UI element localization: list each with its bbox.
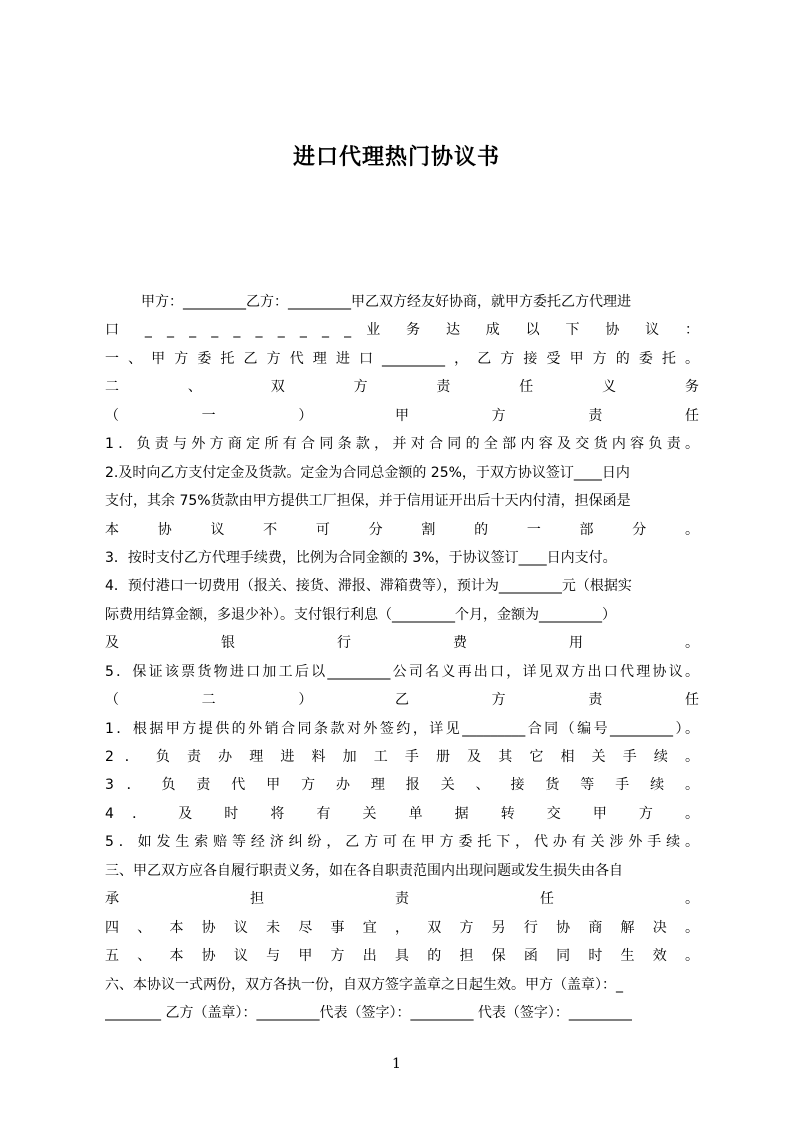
text-line: 及 银 行 费 用 。: [105, 635, 699, 652]
text-line: 甲方：_________乙方：_________甲乙双方经友好协商，就甲方委托乙方代理进: [141, 294, 631, 310]
text-line: 二 、 双 方 责 任 义 务: [105, 379, 699, 396]
text-line: 支付，其余 75%货款由甲方提供工厂担保，并于信用证开出后十天内付清，担保函是: [105, 493, 631, 510]
text-line: 六、本协议一式两份，双方各执一份，自双方签字盖章之日起生效。甲方（盖章）：_: [105, 976, 623, 993]
text-line: 4．预付港口一切费用（报关、接货、滞报、滞箱费等），预计为_________元（根据实: [105, 578, 632, 595]
text-line: 承 担 责 任 。: [105, 891, 699, 908]
text-line: 1．负责与外方商定所有合同条款，并对合同的全部内容及交货内容负责。: [105, 436, 699, 453]
text-line: 际费用结算金额，多退少补）。支付银行利息（_________个月，金额为_________）: [105, 606, 616, 623]
text-line: 四 、 本 协 议 未 尽 事 宜 ， 双 方 另 行 协 商 解 决 。: [105, 919, 699, 936]
text-line: 4 ． 及 时 将 有 关 单 据 转 交 甲 方 。: [105, 805, 699, 822]
text-line: （ 一 ） 甲 方 责 任: [105, 407, 699, 424]
text-line: 口 _ _ _ _ _ _ _ _ _ _ 业 务 达 成 以 下 协 议 ：: [105, 322, 699, 339]
text-line: 2 ． 负 责 办 理 进 料 加 工 手 册 及 其 它 相 关 手 续 。: [105, 749, 699, 765]
text-line: （ 二 ） 乙 方 责 任: [105, 692, 699, 709]
text-line: 三、甲乙双方应各自履行职责义务，如在各自职责范围内出现问题或发生损失由各自: [105, 862, 623, 879]
text-line: 2.及时向乙方支付定金及货款。定金为合同总金额的 25%，于双方协议签订____日内: [105, 464, 630, 481]
text-line: 一、甲方委托乙方代理进口_________，乙方接受甲方的委托。: [105, 350, 699, 367]
text-line: 1．根据甲方提供的外销合同条款对外签约，详见_________合同（编号_________）。: [105, 720, 699, 737]
agreement-body: [105, 288, 699, 1027]
page-number: 1: [392, 1056, 401, 1072]
text-line: 3．按时支付乙方代理手续费，比例为合同金额的 3%，于协议签订____日内支付。: [105, 549, 617, 566]
document-title: 进口代理热门协议书: [292, 145, 500, 170]
text-line: 5．如发生索赔等经济纠纷，乙方可在甲方委托下，代办有关涉外手续。: [105, 834, 699, 851]
text-line: ________ 乙方（盖章）：_________代表（签字）：_________ 代表（签字）：_________: [105, 1004, 632, 1021]
text-line: 5．保证该票货物进口加工后以_________公司名义再出口，详见双方出口代理协议。: [105, 663, 699, 680]
text-line: 3 ． 负 责 代 甲 方 办 理 报 关 、 接 货 等 手 续 。: [105, 777, 699, 794]
text-line: 本 协 议 不 可 分 割 的 一 部 分 。: [105, 521, 699, 538]
text-line: 五 、 本 协 议 与 甲 方 出 具 的 担 保 函 同 时 生 效 。: [105, 948, 699, 965]
